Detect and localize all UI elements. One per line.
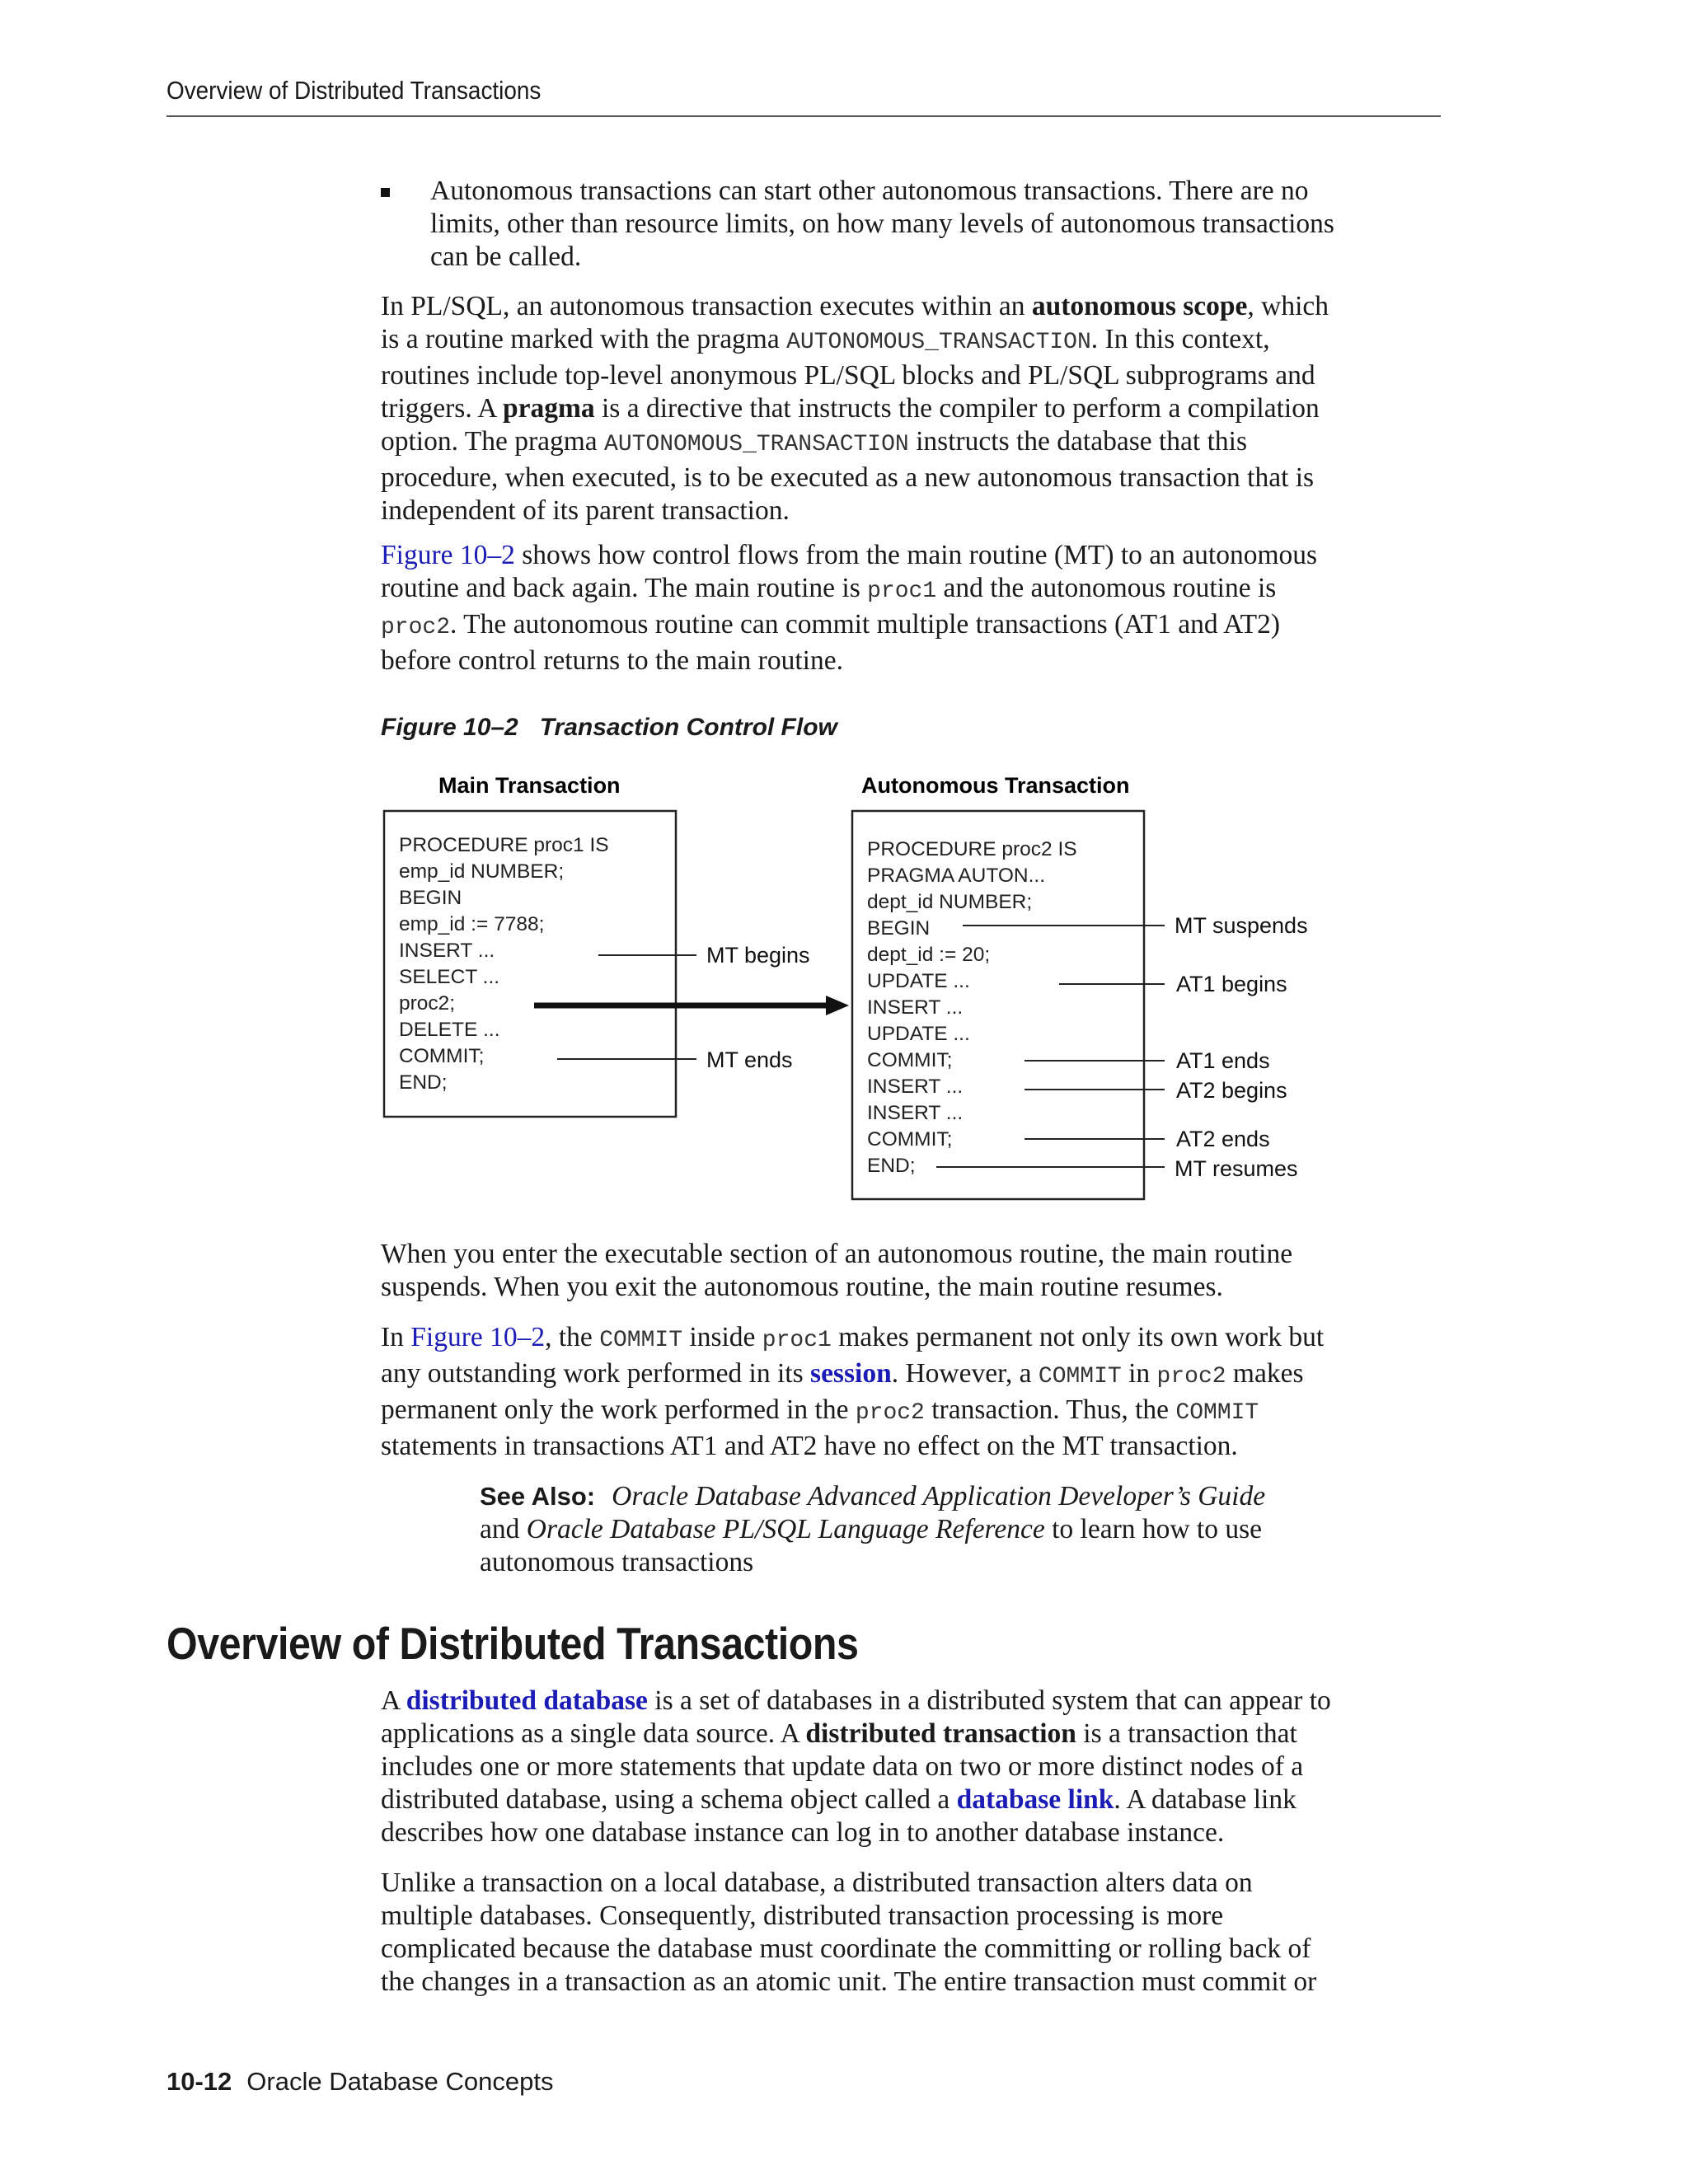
label-mt-begins: MT begins — [706, 943, 810, 968]
code-line: dept_id := 20; — [867, 944, 991, 966]
session-link[interactable]: session — [810, 1358, 892, 1389]
main-transaction-heading: Main Transaction — [438, 773, 621, 798]
database-link-link[interactable]: database link — [956, 1784, 1114, 1815]
label-mt-ends: MT ends — [706, 1047, 793, 1072]
see-also-reference: Oracle Database Advanced Application Developer’s Guide — [612, 1481, 1266, 1511]
figure-title: Transaction Control Flow — [539, 714, 837, 741]
flow-labels — [706, 913, 1308, 1181]
code-line: INSERT ... — [867, 1102, 964, 1124]
label-mt-resumes: MT resumes — [1175, 1156, 1298, 1181]
label-at1-ends: AT1 ends — [1176, 1048, 1270, 1073]
book-title: Oracle Database Concepts — [246, 2067, 554, 2096]
code-line: INSERT ... — [867, 996, 964, 1019]
paragraph-figure-reference: Figure 10–2 shows how control flows from the main routine (MT) to an autonomous routine and back again. The main routine is proc1 and the autonomous routine is proc2. The autonomous routine can commit multiple transactions (AT1 and AT2) before control returns to the main routine. — [381, 540, 1318, 676]
label-at2-begins: AT2 begins — [1176, 1078, 1287, 1103]
leader-lines — [557, 926, 1165, 1167]
code-line: dept_id NUMBER; — [867, 891, 1033, 913]
code-line: COMMIT; — [867, 1128, 953, 1151]
main-code-block — [399, 834, 609, 1094]
figure-link[interactable]: Figure 10–2 — [410, 1322, 546, 1352]
autonomous-code-block — [867, 838, 1077, 1177]
running-header: Overview of Distributed Transactions — [166, 76, 542, 105]
code-line: UPDATE ... — [867, 970, 970, 992]
paragraph-distributed-processing: Unlike a transaction on a local database, a distributed transaction alters data on multiple databases. Consequently, distributed transaction processing is more complicated because the database must coordinate the committing or rolling back of the changes in a transaction as an atomic unit. The entire transaction must commit or — [381, 1868, 1317, 1997]
code-line: COMMIT; — [399, 1045, 485, 1067]
code-line: BEGIN — [867, 917, 931, 940]
code-line: BEGIN — [399, 887, 462, 909]
code-term: AUTONOMOUS_TRANSACTION — [786, 330, 1091, 355]
autonomous-transaction-heading: Autonomous Transaction — [861, 773, 1130, 798]
see-also-reference: Oracle Database PL/SQL Language Reference — [526, 1514, 1045, 1544]
code-line: COMMIT; — [867, 1049, 953, 1071]
code-line: emp_id := 7788; — [399, 913, 545, 935]
code-line: PROCEDURE proc2 IS — [867, 838, 1077, 860]
term-distributed-transaction: distributed transaction — [805, 1718, 1076, 1749]
paragraph-distributed-database: A distributed database is a set of databases in a distributed system that can appear to applications as a single data source. A distributed transaction is a transaction that includes one or more statements that update data on two or more distinct nodes of a distributed database, using a schema object called a database link. A database link describes how one database instance can log in to another database instance. — [381, 1685, 1331, 1848]
code-line: END; — [399, 1071, 448, 1094]
code-line: SELECT ... — [399, 966, 500, 988]
bullet-line: Autonomous transactions can start other autonomous transactions. There are no — [430, 176, 1309, 206]
label-at1-begins: AT1 begins — [1176, 972, 1287, 996]
paragraph-commit: In Figure 10–2, the COMMIT inside proc1 makes permanent not only its own work but any outstanding work performed in its session. However, a COMMIT in proc2 makes permanent only the work performed in the proc2 transaction. Thus, the COMMIT statements in transactions AT1 and AT2 have no effect on the MT transaction. — [381, 1322, 1325, 1461]
paragraph-enter-exit: When you enter the executable section of an autonomous routine, the main routine suspends. When you exit the autonomous routine, the main routine resumes. — [381, 1239, 1293, 1302]
label-mt-suspends: MT suspends — [1175, 913, 1308, 938]
code-line: UPDATE ... — [867, 1023, 970, 1045]
code-line: INSERT ... — [399, 940, 495, 962]
code-line: PROCEDURE proc1 IS — [399, 834, 609, 856]
term-autonomous-scope: autonomous scope — [1031, 291, 1248, 321]
bullet-line: can be called. — [430, 241, 582, 272]
call-arrowhead — [826, 996, 849, 1015]
page-number: 10-12 — [166, 2067, 232, 2096]
code-line: emp_id NUMBER; — [399, 860, 565, 883]
code-line: DELETE ... — [399, 1019, 500, 1041]
code-line: END; — [867, 1155, 916, 1177]
label-at2-ends: AT2 ends — [1176, 1127, 1270, 1151]
term-pragma: pragma — [502, 393, 595, 424]
see-also-note: See Also: Oracle Database Advanced Application Developer’s Guide and Oracle Database PL/SQL Language Reference to learn how to use autonomous transactions — [480, 1481, 1266, 1577]
code-line: INSERT ... — [867, 1076, 964, 1098]
code-line: proc2; — [399, 992, 456, 1015]
distributed-database-link[interactable]: distributed database — [406, 1685, 648, 1716]
code-line: PRAGMA AUTON... — [867, 865, 1046, 887]
figure-number: Figure 10–2 — [381, 714, 518, 741]
section-heading: Overview of Distributed Transactions — [166, 1618, 859, 1669]
figure-link[interactable]: Figure 10–2 — [381, 540, 515, 570]
see-also-label: See Also: — [480, 1482, 596, 1511]
code-term: AUTONOMOUS_TRANSACTION — [604, 432, 909, 457]
page-footer — [166, 2067, 554, 2097]
bullet-line: limits, other than resource limits, on how many levels of autonomous transactions — [430, 209, 1334, 239]
paragraph-autonomous-scope: In PL/SQL, an autonomous transaction executes within an autonomous scope, which is a routine marked with the pragma AUTONOMOUS_TRANSACTION. In this context, routines include top-level anonymous PL/SQL blocks and PL/SQL subprograms and triggers. A pragma is a directive that instructs the compiler to perform a compilation option. The pragma AUTONOMOUS_TRANSACTION instructs the database that this procedure, when executed, is to be executed as a new autonomous transaction that is independent of its parent transaction. — [381, 291, 1329, 526]
